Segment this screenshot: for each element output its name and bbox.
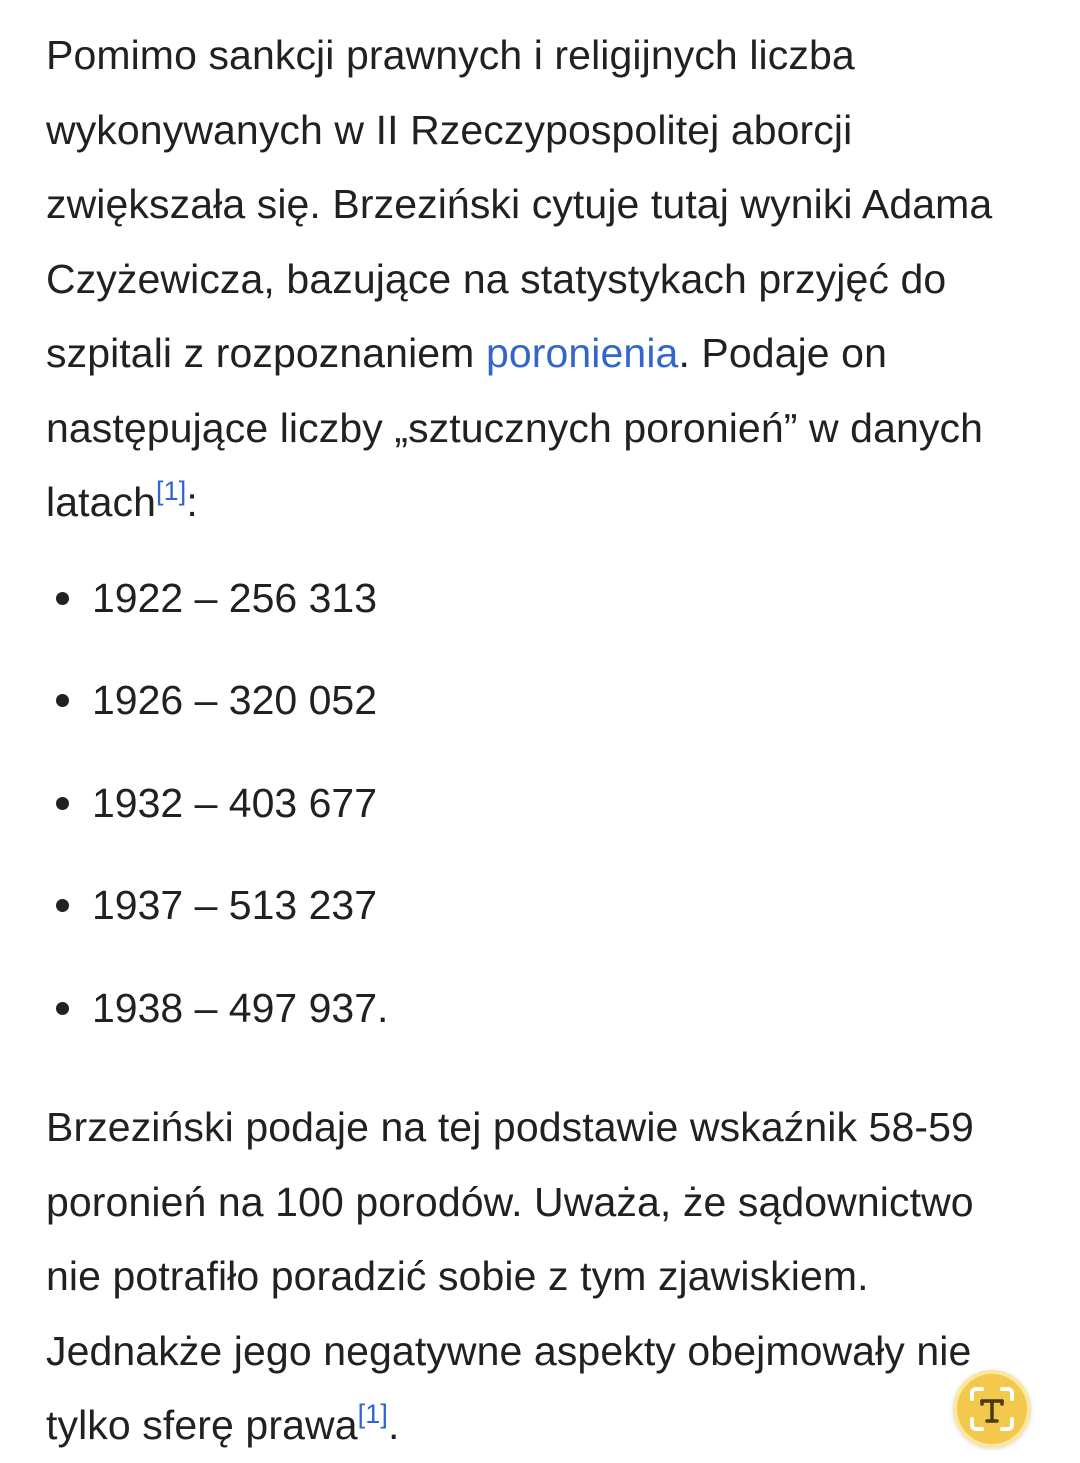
bullet-icon xyxy=(56,797,69,810)
paragraph-text: Brzeziński podaje na tej podstawie wskaźnik 58-59 poronień na 100 porodów. Uważa, że sądownictwo nie potrafiło poradzić sobie z tym zjawiskiem. Jednakże jego negatywne aspekty obejmowały nie tylko sferę prawa xyxy=(46,1104,974,1448)
bullet-icon xyxy=(56,899,69,912)
list-item-text: 1938 – 497 937. xyxy=(92,984,389,1031)
list-item xyxy=(46,767,1036,870)
list-item xyxy=(46,972,1036,1075)
list-item-text: 1926 – 320 052 xyxy=(92,677,377,723)
list-item-text: 1937 – 513 237 xyxy=(92,882,377,928)
article-content xyxy=(46,18,1036,1463)
paragraph-punctuation: : xyxy=(186,479,198,525)
paragraph-text: Pomimo sankcji prawnych i religijnych liczba wykonywanych w II Rzeczypospolitej aborcji zwiększała się. Brzeziński cytuje tutaj wyniki Adama Czyżewicza, bazujące na statystykach przyjęć do szpitali z rozpoznaniem xyxy=(46,32,993,376)
stats-list xyxy=(46,562,1036,1075)
text-scan-icon xyxy=(964,1381,1020,1437)
reference-sup xyxy=(358,1399,388,1429)
paragraph-judiciary xyxy=(46,1090,1036,1463)
paragraph-text: . Podaje on następujące liczby „sztucznych poronień” w danych latach xyxy=(46,330,983,525)
reference-link-1[interactable]: [1] xyxy=(357,1399,388,1429)
list-item xyxy=(46,562,1036,665)
link-poronienia[interactable]: poronienia xyxy=(485,330,679,376)
bullet-icon xyxy=(56,592,69,605)
bullet-icon xyxy=(56,1002,69,1015)
bullet-icon xyxy=(56,694,69,707)
list-item xyxy=(46,869,1036,972)
paragraph-punctuation: . xyxy=(387,1402,400,1448)
text-scan-button[interactable] xyxy=(953,1370,1031,1448)
list-item-text: 1932 – 403 677 xyxy=(92,779,377,826)
paragraph-abortion-statistics xyxy=(46,18,1036,540)
list-item xyxy=(46,664,1036,767)
reference-sup xyxy=(156,476,186,506)
list-item-text: 1922 – 256 313 xyxy=(92,574,377,621)
reference-link-1[interactable]: [1] xyxy=(156,476,187,506)
